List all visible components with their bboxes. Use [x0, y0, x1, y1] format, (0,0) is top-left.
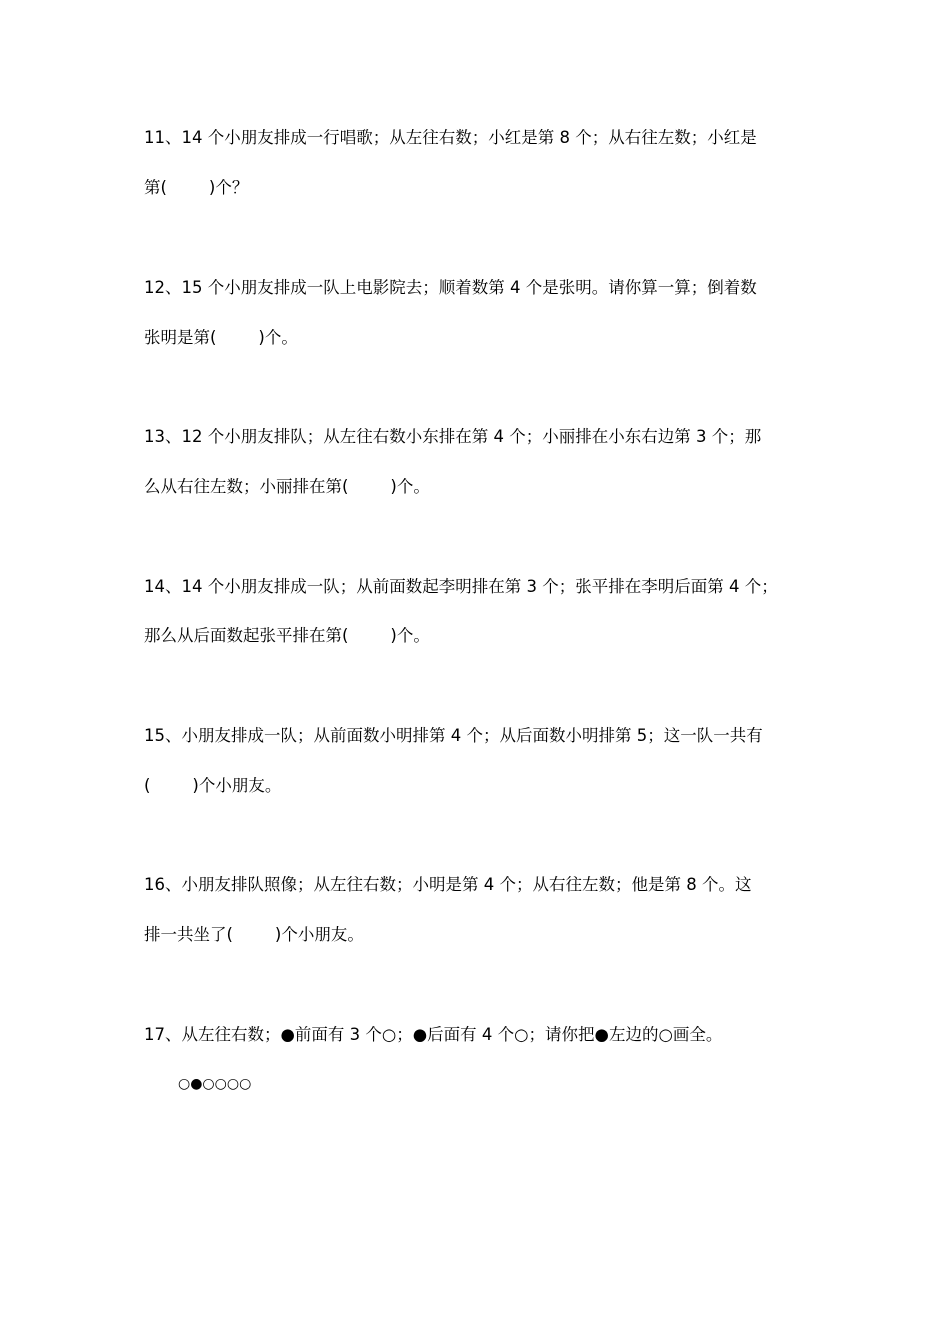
- question-15-line-1: 15、小朋友排成一队；从前面数小明排第 4 个；从后面数小明排第 5；这一队一共有: [144, 726, 763, 745]
- question-17-circles-row: ○●○○○○: [178, 1076, 252, 1092]
- question-11-line-1: 11、14 个小朋友排成一行唱歌；从左往右数；小红是第 8 个；从右往左数；小红是: [144, 128, 757, 147]
- question-13-line-2: 么从右往左数；小丽排在第( )个。: [144, 477, 430, 496]
- question-16-line-2: 排一共坐了( )个小朋友。: [144, 925, 364, 944]
- question-14-line-1: 14、14 个小朋友排成一队；从前面数起李明排在第 3 个；张平排在李明后面第 4 个；: [144, 577, 778, 596]
- question-12-line-1: 12、15 个小朋友排成一队上电影院去；顺着数第 4 个是张明。请你算一算；倒着数: [144, 278, 757, 297]
- question-12-line-2: 张明是第( )个。: [144, 328, 298, 347]
- question-13-line-1: 13、12 个小朋友排队；从左往右数小东排在第 4 个；小丽排在小东右边第 3 个；那: [144, 427, 762, 446]
- question-11-line-2: 第( )个？: [144, 178, 249, 197]
- question-14-line-2: 那么从后面数起张平排在第( )个。: [144, 626, 430, 645]
- question-15-line-2: ( )个小朋友。: [144, 776, 282, 795]
- question-16-line-1: 16、小朋友排队照像；从左往右数；小明是第 4 个；从右往左数；他是第 8 个。这: [144, 875, 752, 894]
- question-17-line-1: 17、从左往右数；●前面有 3 个○；●后面有 4 个○；请你把●左边的○画全。: [144, 1025, 723, 1044]
